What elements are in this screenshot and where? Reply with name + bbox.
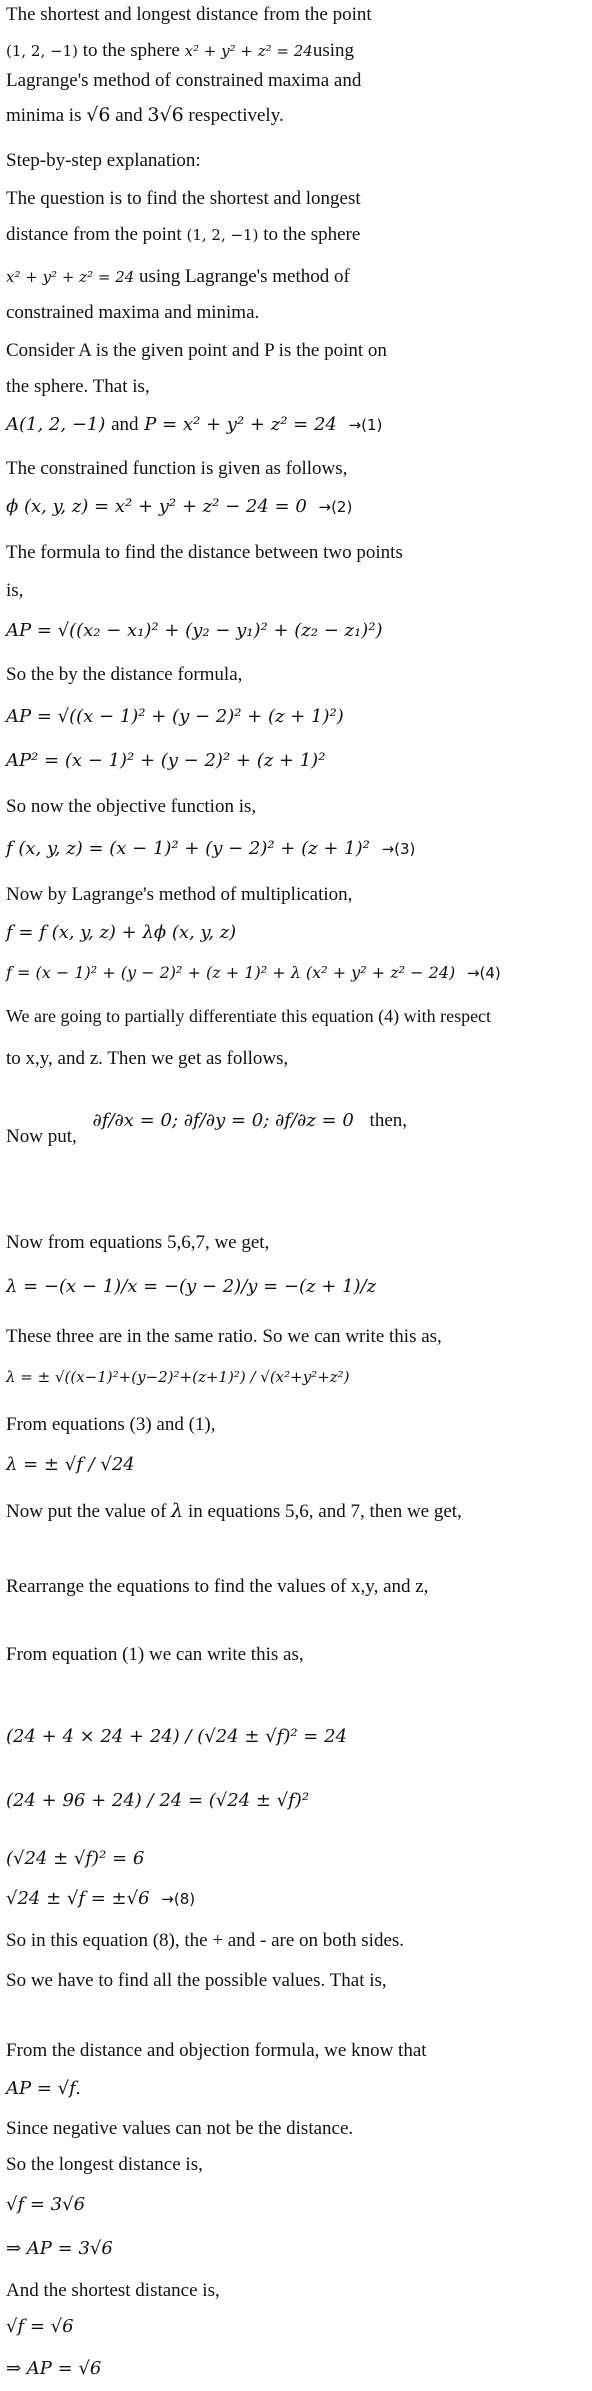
both-sides-line: So in this equation (8), the + and - are on both sides. [6,1930,405,1951]
result-line-2: (24 + 96 + 24) / 24 = (√24 ± √f)² [6,1790,310,1811]
answer-line-1: The shortest and longest distance from the point [6,4,372,25]
equation-ref-3: →(3) [381,840,416,858]
formula-intro-1: The formula to find the distance between two points [6,542,403,563]
ratio-intro: Now from equations 5,6,7, we get, [6,1232,270,1253]
equation-1: A(1, 2, −1) and P = x² + y² + z² = 24 →(1) [6,414,383,435]
equation-ref-8: →(8) [161,1890,196,1908]
shortest-line-1: √f = √6 [6,2316,74,2337]
formula-intro-2: is, [6,580,24,601]
question-line-3: x² + y² + z² = 24 using Lagrange's method of [6,266,350,287]
lambda-ratio: λ = −(x − 1)/x = −(y − 2)/y = −(z + 1)/z [6,1276,377,1297]
explanation-heading: Step-by-step explanation: [6,150,201,171]
partial-derivatives: ∂f/∂x = 0; ∂f/∂y = 0; ∂f/∂z = 0 [92,1110,354,1131]
ap-equals-root-f: AP = √f. [6,2078,81,2099]
result-line-1: (24 + 4 × 24 + 24) / (√24 ± √f)² = 24 [6,1726,348,1747]
question-line-2: distance from the point (1, 2, −1) to the sphere [6,224,361,245]
objective-intro: So now the objective function is, [6,796,257,817]
equation-ref-1: →(1) [348,416,383,434]
distance-objective-line: From the distance and objection formula, we know that [6,2040,427,2061]
ap-squared: AP² = (x − 1)² + (y − 2)² + (z + 1)² [6,750,326,771]
from-eq-3-1: From equations (3) and (1), [6,1414,216,1435]
equation-ref-2: →(2) [318,498,353,516]
constraint-intro: The constrained function is given as follows, [6,458,348,479]
rearrange-line: Rearrange the equations to find the values of x,y, and z, [6,1576,429,1597]
substitute-line: Now put the value of λ in equations 5,6, and 7, then we get, [6,1500,462,1522]
differentiate-line-2: to x,y, and z. Then we get as follows, [6,1048,289,1069]
distance-formula: AP = √((x₂ − x₁)² + (y₂ − y₁)² + (z₂ − z₁)²) [6,620,383,641]
shortest-line-2: ⇒ AP = √6 [6,2358,102,2379]
possible-values-line: So we have to find all the possible values. That is, [6,1970,387,1991]
differentiate-line-1: We are going to partially differentiate this equation (4) with respect [6,1006,492,1026]
ap-formula: AP = √((x − 1)² + (y − 2)² + (z + 1)²) [6,706,344,727]
equation-2: ϕ (x, y, z) = x² + y² + z² − 24 = 0 →(2) [6,496,353,517]
answer-line-2: (1, 2, −1) to the sphere x² + y² + z² = 24using [6,40,355,61]
from-eq-1: From equation (1) we can write this as, [6,1644,304,1665]
answer-line-4: minima is √6 and 3√6 respectively. [6,104,284,126]
shortest-intro: And the shortest distance is, [6,2280,220,2301]
consider-line-2: the sphere. That is, [6,376,150,397]
given-point: (1, 2, −1) [6,42,78,60]
distance-intro: So the by the distance formula, [6,664,243,685]
lagrange-intro: Now by Lagrange's method of multiplication, [6,884,353,905]
same-ratio-line: These three are in the same ratio. So we can write this as, [6,1326,442,1347]
lambda-pm: λ = ± √((x−1)²+(y−2)²+(z+1)²) / √(x²+y²+z²) [6,1368,350,1386]
longest-intro: So the longest distance is, [6,2154,203,2175]
partials-line: Now put, ∂f/∂x = 0; ∂f/∂y = 0; ∂f/∂z = 0 then, [6,1110,408,1147]
negative-values-line: Since negative values can not be the distance. [6,2118,354,2139]
lagrange-line-1: f = f (x, y, z) + λϕ (x, y, z) [6,922,237,943]
longest-line-1: √f = 3√6 [6,2194,86,2215]
question-line-4: constrained maxima and minima. [6,302,260,323]
longest-line-2: ⇒ AP = 3√6 [6,2238,113,2259]
longest-value: 3√6 [147,104,184,126]
question-line-1: The question is to find the shortest and longest [6,188,361,209]
equation-4: f = (x − 1)² + (y − 2)² + (z + 1)² + λ (x² + y² + z² − 24) →(4) [6,963,501,982]
equation-3: f (x, y, z) = (x − 1)² + (y − 2)² + (z + 1)² →(3) [6,838,416,859]
sphere-equation: x² + y² + z² = 24 [184,42,313,60]
shortest-value: √6 [86,104,111,126]
consider-line-1: Consider A is the given point and P is the point on [6,340,387,361]
equation-8: √24 ± √f = ±√6 →(8) [6,1888,196,1909]
equation-ref-4: →(4) [466,964,501,982]
answer-line-3: Lagrange's method of constrained maxima and [6,70,362,91]
lambda-f: λ = ± √f / √24 [6,1454,135,1475]
result-line-3: (√24 ± √f)² = 6 [6,1848,145,1869]
